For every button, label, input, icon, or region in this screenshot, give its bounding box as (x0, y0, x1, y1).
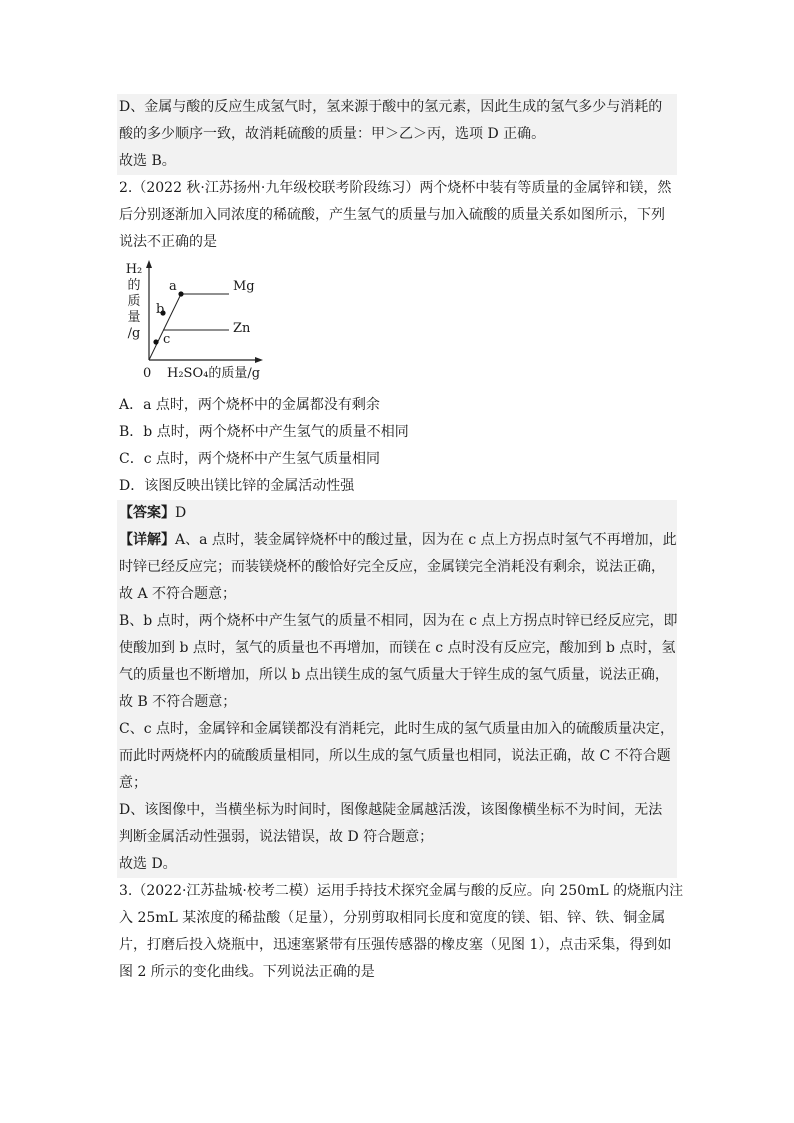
point-b-label: b (156, 302, 165, 317)
text-line: D、该图像中，当横坐标为时间时，图像越陡金属越活泼，该图像横坐标不为时间，无法 (119, 802, 663, 818)
text-line: D、金属与酸的反应生成氢气时，氢来源于酸中的氢元素，因此生成的氢气多少与消耗的 (119, 99, 663, 115)
question-2-stem (117, 175, 677, 256)
answer-value: D (175, 505, 187, 521)
text-line: 图 2 所示的变化曲线。下列说法正确的是 (119, 964, 375, 980)
option-a: A．a 点时，两个烧杯中的金属都没有剩余 (119, 397, 380, 413)
detail-text: A、a 点时，装金属锌烧杯中的酸过量，因为在 c 点上方拐点时氢气不再增加，此 (175, 532, 677, 548)
x-axis-label: H₂SO₄的质量/g (167, 366, 261, 381)
text-line: 3.（2022·江苏盐城·校考二模）运用手持技术探究金属与酸的反应。向 250mL 的烧瓶内注 (119, 883, 684, 899)
answer-line (117, 500, 677, 527)
text-line: C、c 点时，金属锌和金属镁都没有消耗完，此时生成的氢气质量由加入的硫酸质量决定， (119, 721, 675, 737)
point-c-label: c (163, 332, 171, 347)
y-axis-label (125, 262, 143, 342)
point-c (153, 339, 158, 344)
text-line: 后分别逐渐加入同浓度的稀硫酸，产生氢气的质量与加入硫酸的质量关系如图所示，下列 (119, 207, 665, 223)
text-line: 意； (119, 775, 147, 791)
option-c: C．c 点时，两个烧杯中产生氢气质量相同 (119, 451, 381, 467)
text-line: 入 25mL 某浓度的稀盐酸（足量），分别剪取相同长度和宽度的镁、铝、锌、铁、铜金属 (119, 910, 666, 926)
text-line: 故选 B。 (119, 153, 176, 169)
series-zn-label: Zn (233, 321, 251, 336)
rising-line (149, 294, 181, 360)
question-2-solution (117, 500, 677, 878)
series-mg-label: Mg (233, 279, 255, 294)
question-3-stem (117, 878, 684, 986)
y-axis-arrow (146, 260, 152, 268)
text-line: 使酸加到 b 点时，氢气的质量也不再增加，而镁在 c 点时没有反应完，酸加到 b 点时，氢 (119, 640, 676, 656)
text-line: 故 B 不符合题意； (119, 694, 237, 710)
text-line: 判断金属活动性强弱，说法错误，故 D 符合题意； (119, 829, 434, 845)
question-2-options (117, 392, 677, 500)
text-line: 而此时两烧杯内的硫酸质量相同，所以生成的氢气质量也相同，说法正确，故 C 不符合题 (119, 748, 671, 764)
text-line: 说法不正确的是 (119, 234, 217, 250)
point-a (178, 291, 183, 296)
origin-label: 0 (143, 366, 152, 381)
option-b: B．b 点时，两个烧杯中产生氢气的质量不相同 (119, 424, 409, 440)
y-label-char: 质 (127, 294, 141, 309)
previous-solution-block (117, 94, 677, 175)
text-line: 故选 D。 (119, 856, 177, 872)
hydrogen-mass-graph (117, 260, 677, 386)
detail-line (117, 527, 677, 554)
y-label-char: 的 (127, 278, 141, 293)
text-line: 气的质量也不断增加，所以 b 点出镁生成的氢气质量大于锌生成的氢气质量，说法正确， (119, 667, 669, 683)
text-line: 时锌已经反应完；而装镁烧杯的酸恰好完全反应，金属镁完全消耗没有剩余，说法正确， (119, 559, 665, 575)
text-line: B、b 点时，两个烧杯中产生氢气的质量不相同，因为在 c 点上方拐点时锌已经反应完，即 (119, 613, 678, 629)
document-body (117, 94, 684, 986)
text-line: 2.（2022 秋·江苏扬州·九年级校联考阶段练习）两个烧杯中装有等质量的金属锌和镁，然 (119, 180, 672, 196)
text-line: 片，打磨后投入烧瓶中，迅速塞紧带有压强传感器的橡皮塞（见图 1），点击采集，得到如 (119, 937, 672, 953)
option-d: D．该图反映出镁比锌的金属活动性强 (119, 478, 355, 494)
y-label-char: H₂ (125, 262, 143, 277)
answer-tag: 【答案】 (119, 505, 175, 521)
text-line: 故 A 不符合题意； (119, 586, 237, 602)
x-axis-arrow (255, 357, 263, 363)
y-label-char: /g (127, 326, 141, 341)
point-a-label: a (169, 279, 177, 294)
y-label-char: 量 (127, 310, 141, 325)
text-line: 酸的多少顺序一致，故消耗硫酸的质量：甲＞乙＞丙，选项 D 正确。 (119, 126, 546, 142)
detail-tag: 【详解】 (119, 532, 175, 548)
